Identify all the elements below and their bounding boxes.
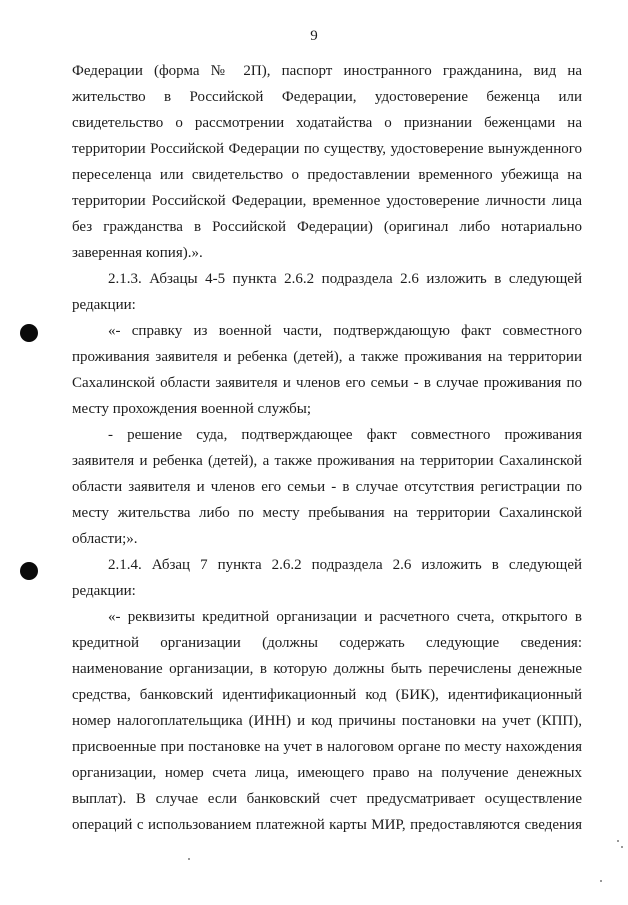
page-number: 9 <box>310 28 318 44</box>
punch-hole-upper <box>20 324 38 342</box>
paragraph-2-1-4-heading: 2.1.4. Абзац 7 пункта 2.6.2 подраздела 2.6 изложить в следующей редакции: <box>72 557 582 599</box>
scan-speck <box>188 858 190 860</box>
paragraph-2-1-3-heading: 2.1.3. Абзацы 4-5 пункта 2.6.2 подраздела 2.6 изложить в следующей редакции: <box>72 271 582 313</box>
scan-speck <box>617 840 619 842</box>
punch-hole-lower <box>20 562 38 580</box>
scan-speck <box>621 846 623 848</box>
paragraph-military-certificate: «- справку из военной части, подтверждающую факт совместного проживания заявителя и ребенка (детей), а также проживания на территории Сахалинской области заявителя и членов его семьи - в случае проживания по месту прохождения военной службы; <box>72 323 582 417</box>
paragraph-court-decision: - решение суда, подтверждающее факт совместного проживания заявителя и ребенка (детей), а также проживания на территории Сахалинской области заявителя и членов его семьи - в случае отсутствия регистрации по месту жительства либо по месту пребывания на территории Сахалинской области;». <box>72 427 582 547</box>
paragraph-bank-details: «- реквизиты кредитной организации и расчетного счета, открытого в кредитной организации (должны содержать следующие сведения: наименование организации, в которую должны быть перечислены денежные средства, банковский идентификационный код (БИК), идентификационный номер налогоплательщика (ИНН) и код причины постановки на учет (КПП), присвоенные при постановке на учет в налоговом органе по месту нахождения организации, номер счета лица, имеющего право на получение денежных выплат). В случае если банковский счет предусматривает осуществление операций с использованием платежной карты МИР, предоставляются сведения <box>72 609 582 833</box>
scan-speck <box>600 880 602 882</box>
paragraph-continuation: Федерации (форма № 2П), паспорт иностранного гражданина, вид на жительство в Российской Федерации, удостоверение беженца или свидетельство о рассмотрении ходатайства о признании беженцами на территории Российской Федерации по существу, удостоверение вынужденного переселенца или свидетельство о предоставлении временного убежища на территории Российской Федерации, временное удостоверение личности лица без гражданства в Российской Федерации) (оригинал либо нотариально заверенная копия).». <box>72 63 582 261</box>
